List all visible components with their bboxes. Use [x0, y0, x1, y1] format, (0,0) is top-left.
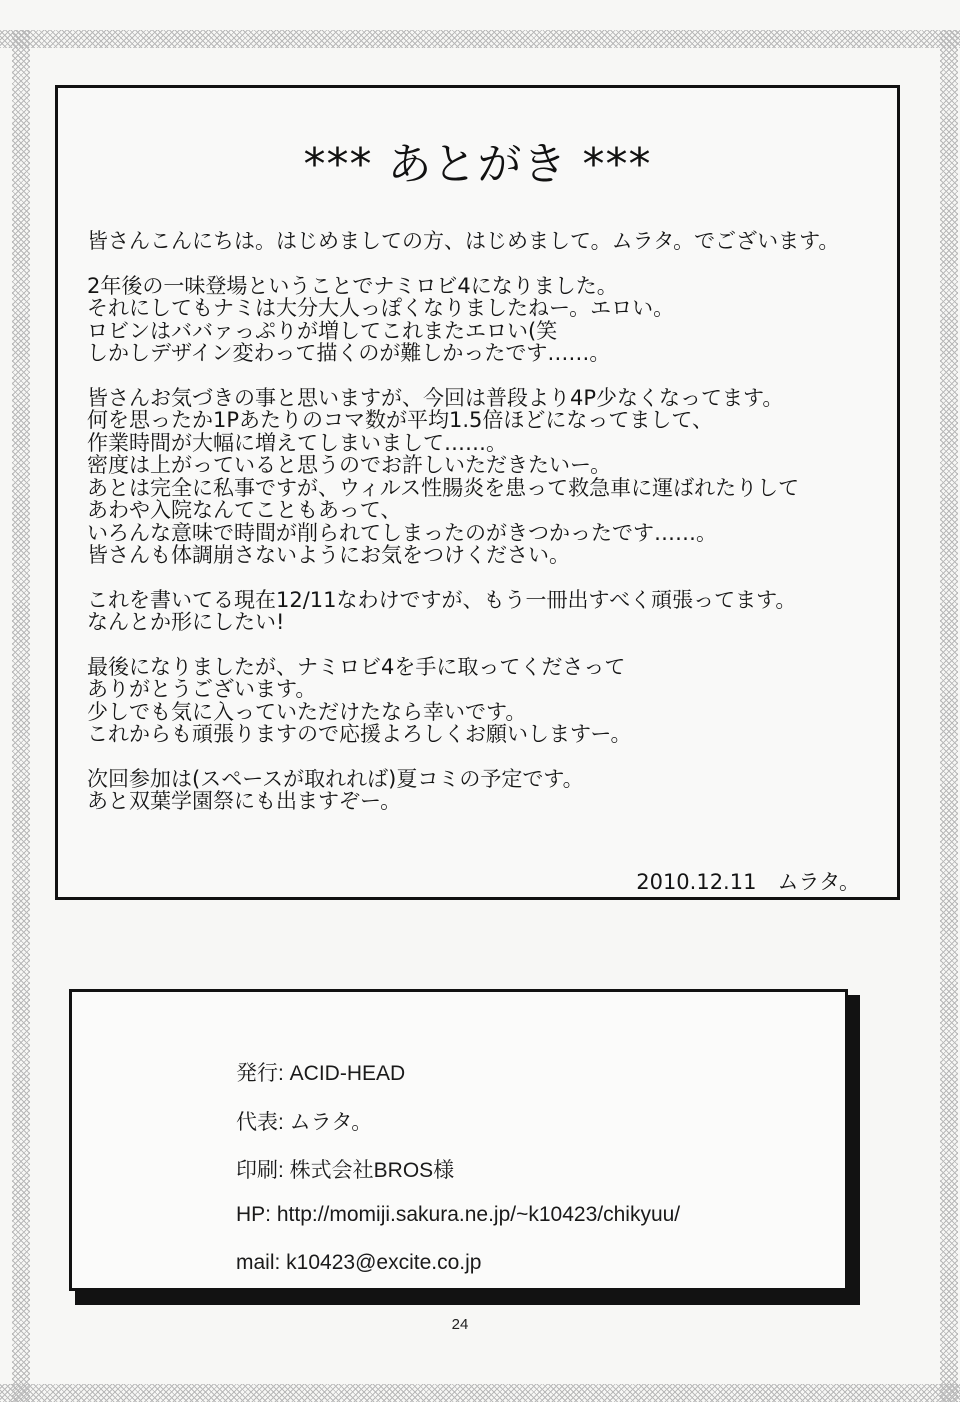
colophon-representative: 代表: ムラタ。: [236, 1110, 373, 1134]
text-line: いろんな意味で時間が削られてしまったのがきつかったです……。: [87, 520, 717, 545]
text-line: それにしてもナミは大分大人っぽくなりましたねー。エロい。: [87, 296, 675, 320]
text-line: なんとか形にしたい!: [87, 610, 285, 634]
text-line: 次回参加は(スペースが取れれば)夏コミの予定です。: [87, 766, 584, 791]
colophon-mail: mail: k10423@excite.co.jp: [236, 1251, 482, 1274]
text-line: 最後になりましたが、ナミロビ4を手に取ってくださって: [87, 654, 626, 679]
text-line: あわや入院なんてこともあって、: [87, 498, 402, 522]
signature-date: 2010.12.11 ムラタ。: [636, 870, 860, 894]
text-line: 皆さんも体調崩さないようにお気をつけください。: [87, 543, 570, 567]
text-line: 皆さんこんにちは。はじめましての方、はじめまして。ムラタ。でございます。: [87, 229, 840, 253]
paragraph-new-book: [87, 275, 877, 365]
text-line: しかしデザイン変わって描くのが難しかったです……。: [87, 341, 611, 365]
page-number: 24: [451, 1316, 469, 1333]
paragraph-greeting: [87, 230, 877, 253]
paragraph-page-count: [87, 387, 877, 567]
text-line: ありがとうございます。: [87, 677, 317, 701]
afterword-body: [87, 230, 877, 835]
paragraph-next-book: [87, 589, 877, 634]
afterword-title: *** あとがき ***: [303, 139, 652, 190]
colophon-homepage: HP: http://momiji.sakura.ne.jp/~k10423/chikyuu/: [236, 1202, 681, 1226]
text-line: あとは完全に私事ですが、ウィルス性腸炎を患って救急車に運ばれたりして: [87, 475, 800, 500]
text-line: これを書いてる現在12/11なわけですが、もう一冊出すべく頑張ってます。: [87, 587, 797, 612]
colophon-publisher: 発行: ACID-HEAD: [236, 1062, 406, 1085]
border-pattern-left: [12, 30, 30, 1402]
text-line: これからも頑張りますので応援よろしくお願いしますー。: [87, 722, 632, 746]
border-pattern-bottom: [0, 1384, 960, 1402]
text-line: 密度は上がっていると思うのでお許しいただきたいー。: [87, 453, 612, 477]
border-pattern-top: [0, 30, 960, 48]
text-line: ロビンはババァっぷりが増してこれまたエロい(笑: [87, 318, 558, 343]
border-pattern-right: [940, 30, 958, 1402]
colophon: [236, 1057, 796, 1300]
text-line: 何を思ったか1Pあたりのコマ数が平均1.5倍ほどになってまして、: [87, 408, 713, 432]
text-line: 2年後の一味登場ということでナミロビ4になりました。: [87, 273, 618, 298]
text-line: 作業時間が大幅に増えてしまいまして……。: [87, 430, 507, 455]
colophon-printer: 印刷: 株式会社BROS様: [236, 1159, 455, 1182]
text-line: 皆さんお気づきの事と思いますが、今回は普段より4P少なくなってます。: [87, 385, 784, 410]
paragraph-thanks: [87, 656, 877, 746]
text-line: あと双葉学園祭にも出ますぞー。: [87, 789, 402, 813]
paragraph-events: [87, 768, 877, 813]
text-line: 少しでも気に入っていただけたなら幸いです。: [87, 699, 527, 724]
